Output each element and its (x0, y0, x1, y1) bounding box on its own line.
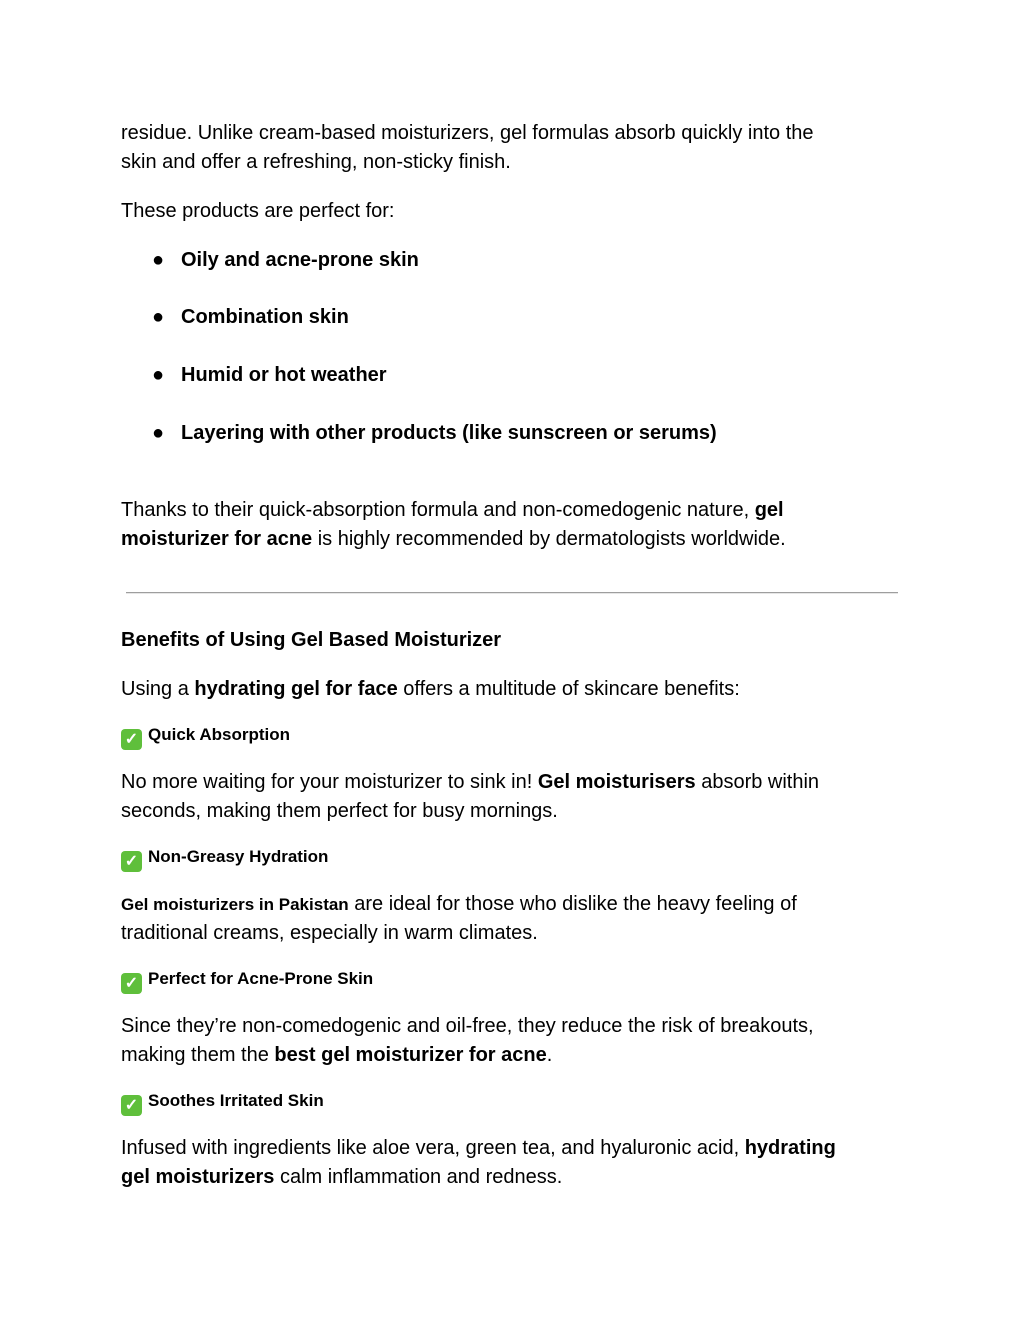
benefit-text: making them the (121, 1044, 275, 1066)
benefit-text-line-1 (121, 1134, 836, 1163)
benefit-title (121, 723, 290, 750)
list-item (152, 303, 349, 332)
list-item (152, 246, 419, 275)
thanks-keyword: moisturizer for acne (121, 528, 313, 550)
benefit-text: Infused with ingredients like aloe vera, green tea, and hyaluronic acid, (121, 1137, 745, 1159)
thanks-line-1 (121, 496, 784, 525)
benefit-text-line-2 (121, 1163, 562, 1192)
thanks-line-2 (121, 525, 786, 554)
benefit-title (121, 845, 328, 872)
benefit-title-label: Non-Greasy Hydration (148, 847, 329, 866)
benefit-title-label: Quick Absorption (148, 725, 290, 744)
bullet-icon: ● (152, 249, 165, 271)
benefit-text: No more waiting for your moisturizer to sink in! (121, 771, 538, 793)
intro-line-1: residue. Unlike cream-based moisturizers, gel formulas absorb quickly into the (121, 122, 814, 144)
benefit-keyword: best gel moisturizer for acne (274, 1044, 547, 1066)
benefits-intro-keyword: hydrating gel for face (194, 678, 398, 700)
benefit-text-line-2: seconds, making them perfect for busy mornings. (121, 800, 558, 822)
benefit-text: . (546, 1044, 553, 1066)
list-item-label: Layering with other products (like sunscreen or serums) (181, 422, 717, 444)
intro-line-2: skin and offer a refreshing, non-sticky finish. (121, 151, 511, 173)
benefit-text: calm inflammation and redness. (274, 1166, 563, 1188)
list-item-label: Humid or hot weather (181, 364, 387, 386)
benefits-intro-text: Using a (121, 678, 195, 700)
benefits-intro-text: offers a multitude of skincare benefits: (397, 678, 740, 700)
benefits-heading: Benefits of Using Gel Based Moisturizer (121, 629, 502, 651)
benefit-text-line-1 (121, 768, 819, 797)
benefit-text: absorb within (695, 771, 820, 793)
benefit-title-label: Perfect for Acne-Prone Skin (148, 969, 374, 988)
list-item (152, 361, 387, 390)
benefit-text-line-1 (121, 890, 797, 919)
perfect-for-text: These products are perfect for: (121, 200, 395, 222)
horizontal-divider (126, 592, 898, 594)
thanks-text: is highly recommended by dermatologists worldwide. (312, 528, 786, 550)
benefit-title (121, 967, 373, 994)
benefit-title-label: Soothes Irritated Skin (148, 1091, 324, 1110)
list-item-label: Oily and acne-prone skin (181, 249, 419, 271)
check-mark-icon: ✓ (121, 973, 142, 994)
benefits-intro (121, 675, 740, 704)
bullet-icon: ● (152, 364, 165, 386)
check-mark-icon: ✓ (121, 1095, 142, 1116)
benefit-keyword: hydrating (744, 1137, 836, 1159)
bullet-icon: ● (152, 422, 165, 444)
benefit-text-line-1: Since they’re non-comedogenic and oil-free, they reduce the risk of breakouts, (121, 1015, 814, 1037)
check-mark-icon: ✓ (121, 729, 142, 750)
benefit-keyword: Gel moisturisers (537, 771, 696, 793)
benefit-keyword: Gel moisturizers in Pakistan (121, 895, 349, 914)
check-mark-icon: ✓ (121, 851, 142, 872)
benefit-keyword: gel moisturizers (121, 1166, 275, 1188)
benefit-text-line-2: traditional creams, especially in warm climates. (121, 922, 538, 944)
bullet-icon: ● (152, 306, 165, 328)
benefit-text: are ideal for those who dislike the heavy feeling of (348, 893, 797, 915)
thanks-text: Thanks to their quick-absorption formula and non-comedogenic nature, (121, 499, 755, 521)
list-item (152, 419, 717, 448)
benefit-text-line-2 (121, 1041, 552, 1070)
thanks-keyword: gel (754, 499, 784, 521)
benefit-title (121, 1089, 324, 1116)
list-item-label: Combination skin (181, 306, 349, 328)
